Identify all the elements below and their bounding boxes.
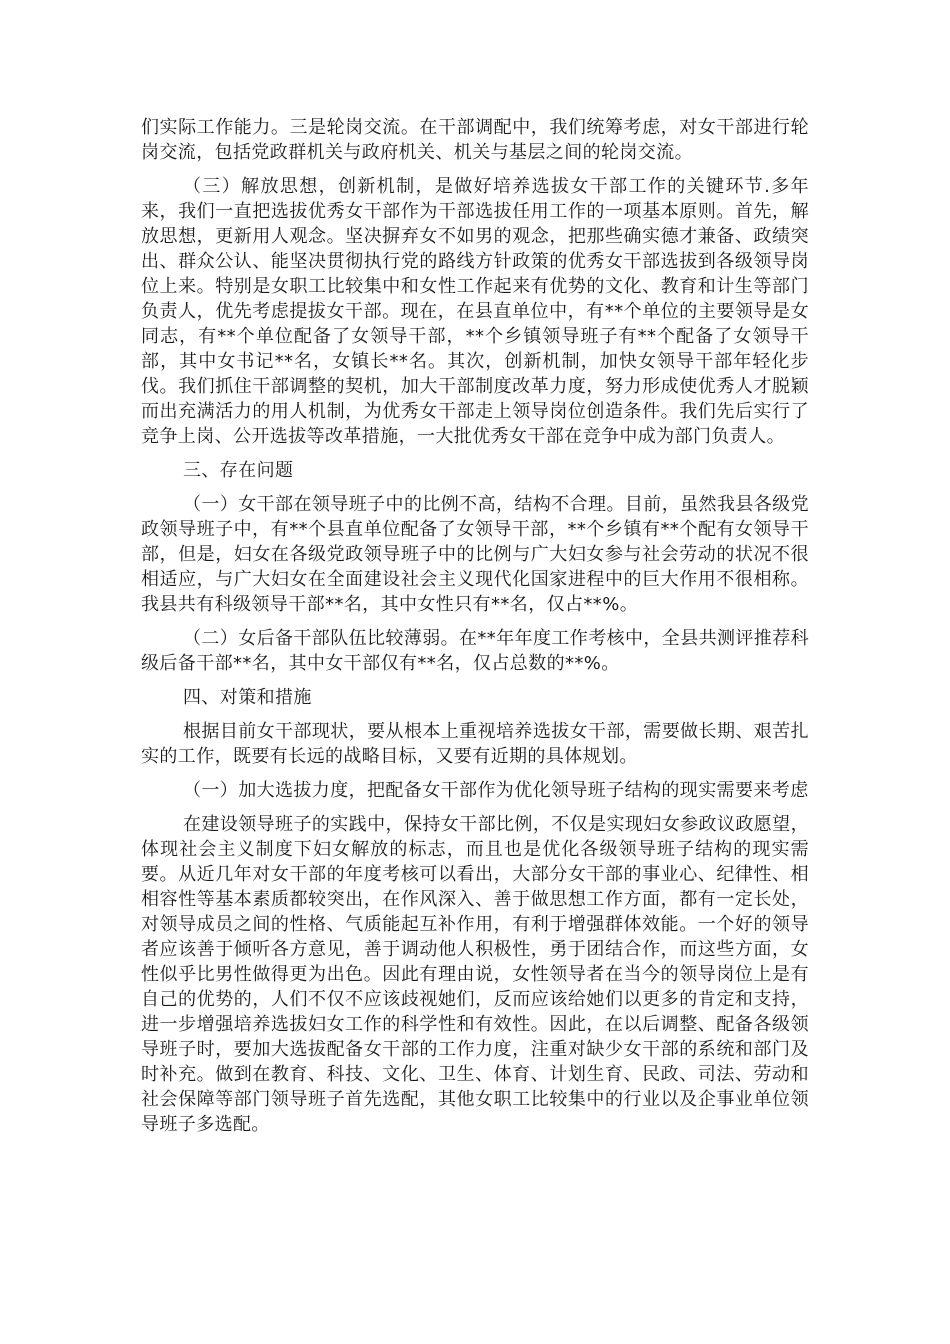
paragraph-liberate-thinking: （三）解放思想，创新机制，是做好培养选拔女干部工作的关键环节.多年来，我们一直把选拔优秀女干部作为干部选拔任用工作的一项基本原则。首先，解放思想，更新用人观念。坚决摒弃女不如男的观念，把那些确实德才兼备、政绩突出、群众公认、能坚决贯彻执行党的路线方针政策的优秀女干部选拔到各级领导岗位上来。特别是女职工比较集中和女性工作起来有优势的文化、教育和计生等部门负责人，优先考虑提拔女干部。现在，在县直单位中，有**个单位的主要领导是女同志，有**个单位配备了女领导干部，**个乡镇领导班子有**个配备了女领导干部，其中女书记**名，女镇长**名。其次，创新机制，加快女领导干部年轻化步伐。我们抓住干部调整的契机，加大干部制度改革力度，努力形成使优秀人才脱颖而出充满活力的用人机制，为优秀女干部走上领导岗位创造条件。我们先后实行了竞争上岗、公开选拔等改革措施，一大批优秀女干部在竞争中成为部门负责人。 bbox=[141, 176, 809, 447]
paragraph-continuation: 们实际工作能力。三是轮岗交流。在干部调配中，我们统筹考虑，对女干部进行轮岗交流，包括党政群机关与政府机关、机关与基层之间的轮岗交流。 bbox=[141, 117, 809, 163]
paragraph-problem-ratio: （一）女干部在领导班子中的比例不高，结构不合理。目前，虽然我县各级党政领导班子中，有**个县直单位配备了女领导干部，**个乡镇有**个配有女领导干部，但是，妇女在各级党政领导班子中的比例与广大妇女参与社会劳动的状况不很相适应，与广大妇女在全面建设社会主义现代化国家进程中的巨大作用不很相称。我县共有科级领导干部**名，其中女性只有**名，仅占**%。 bbox=[141, 494, 809, 615]
paragraph-selection-detail: 在建设领导班子的实践中，保持女干部比例，不仅是实现妇女参政议政愿望，体现社会主义制度下妇女解放的标志，而且也是优化各级领导班子结构的现实需要。从近几年对女干部的年度考核可以看出，大部分女干部的事业心、纪律性、相相容性等基本素质都较突出，在作风深入、善于做思想工作方面，都有一定长处，对领导成员之间的性格、气质能起互补作用，有利于增强群体效能。一个好的领导者应该善于倾听各方意见，善于调动他人积极性，勇于团结合作，而这些方面，女性似乎比男性做得更为出色。因此有理由说，女性领导者在当今的领导岗位上是有自己的优势的，人们不仅不应该歧视她们，反而应该给她们以更多的肯定和支持，进一步增强培养选拔妇女工作的科学性和有效性。因此，在以后调整、配备各级领导班子时，要加大选拔配备女干部的工作力度，注重对缺少女干部的系统和部门及时补充。做到在教育、科技、文化、卫生、体育、计划生育、民政、司法、劳动和社会保障等部门领导班子首先选配，其他女职工比较集中的行业以及企事业单位领导班子多选配。 bbox=[141, 814, 809, 1135]
paragraph-problem-reserve: （二）女后备干部队伍比较薄弱。在**年年度工作考核中，全县共测评推荐科级后备干部**名，其中女干部仅有**名，仅占总数的**%。 bbox=[141, 628, 809, 674]
paragraph-measures-intro: 根据目前女干部现状，要从根本上重视培养选拔女干部，需要做长期、艰苦扎实的工作，既要有长远的战略目标，又要有近期的具体规划。 bbox=[141, 721, 809, 767]
document-page bbox=[141, 115, 809, 1146]
section-heading-problems: 三、存在问题 bbox=[183, 460, 294, 481]
subheading-selection-effort: （一）加大选拔力度，把配备女干部作为优化领导班子结构的现实需要来考虑 bbox=[183, 780, 809, 801]
section-heading-measures: 四、对策和措施 bbox=[183, 687, 312, 708]
